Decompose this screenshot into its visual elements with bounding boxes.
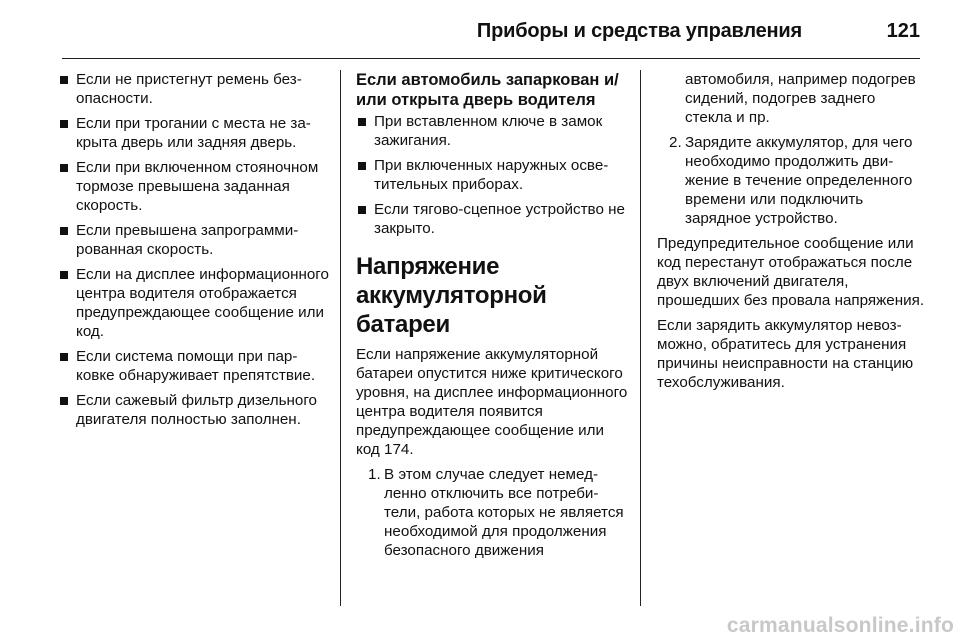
step-text: В этом случае следует немедленно отключить все потребители, работа которых не является необходимой для продолжения безопасного движения: [384, 466, 624, 559]
page-number: 121: [886, 20, 920, 42]
list-item: При включенных наружных осветительных приборах.: [356, 156, 628, 194]
bullet-square-icon: [60, 120, 68, 128]
bullet-square-icon: [60, 164, 68, 172]
bullet-square-icon: [60, 397, 68, 405]
bullet-square-icon: [358, 118, 366, 126]
bullet-square-icon: [60, 227, 68, 235]
watermark-text: carmanualsonline.info: [726, 614, 954, 637]
list-item: Если при включенном стояночном тормозе превышена заданная скорость.: [58, 158, 330, 215]
step-number: 2.: [669, 134, 682, 151]
section-subheading: Если автомобиль запаркован и/или открыта дверь водителя: [356, 71, 619, 109]
list-item: Если превышена запрограммированная скорость.: [58, 221, 330, 259]
column-1: [58, 70, 330, 435]
list-item: Если система помощи при парковке обнаруживает препятствие.: [58, 347, 330, 385]
page-header: [62, 14, 922, 48]
bullet-square-icon: [358, 162, 366, 170]
list-item: Если тягово-сцепное устройство не закрыто.: [356, 200, 628, 238]
column-3: [657, 70, 925, 398]
list-item: Если не пристегнут ремень безопасности.: [58, 70, 330, 108]
bullet-square-icon: [60, 271, 68, 279]
step-continuation: автомобиля, например подогрев сидений, подогрев заднего стекла и пр.: [685, 71, 916, 126]
warning-paragraph: Предупредительное сообщение или код перестанут отображаться после двух включений двигателя, прошедших без провала напряжения.: [657, 235, 925, 309]
bullet-square-icon: [60, 76, 68, 84]
steps-list-continued: [657, 133, 925, 228]
page-title: Приборы и средства управления: [476, 20, 802, 42]
column-2: [356, 70, 628, 566]
column-divider-2: [640, 70, 641, 606]
battery-paragraph: Если напряжение аккумуляторной батареи опустится ниже критического уровня, на дисплее информационного центра водителя появится предупреждающее сообщение или код 174.: [356, 346, 628, 458]
parked-conditions-list: [356, 112, 628, 238]
header-rule: [62, 58, 920, 59]
column-divider-1: [340, 70, 341, 606]
warning-conditions-list: [58, 70, 330, 429]
step-number: 1.: [368, 466, 381, 483]
service-paragraph: Если зарядить аккумулятор невозможно, обратитесь для устранения причины неисправности на станцию техобслуживания.: [657, 317, 914, 391]
bullet-square-icon: [60, 353, 68, 361]
section-heading: Напряжение аккумуляторной батареи: [356, 253, 547, 338]
list-item: Если при трогании с места не закрыта дверь или задняя дверь.: [58, 114, 330, 152]
step-item: [356, 465, 628, 560]
list-item: Если на дисплее информационного центра водителя отображается предупреждающее сообщение или код.: [58, 265, 330, 341]
list-item: При вставленном ключе в замок зажигания.: [356, 112, 628, 150]
step-item: [657, 133, 925, 228]
step-text: Зарядите аккумулятор, для чего необходимо продолжить движение в течение определенного времени или подключить зарядное устройство.: [685, 134, 913, 227]
bullet-square-icon: [358, 206, 366, 214]
list-item: Если сажевый фильтр дизельного двигателя полностью заполнен.: [58, 391, 330, 429]
steps-list: [356, 465, 628, 560]
